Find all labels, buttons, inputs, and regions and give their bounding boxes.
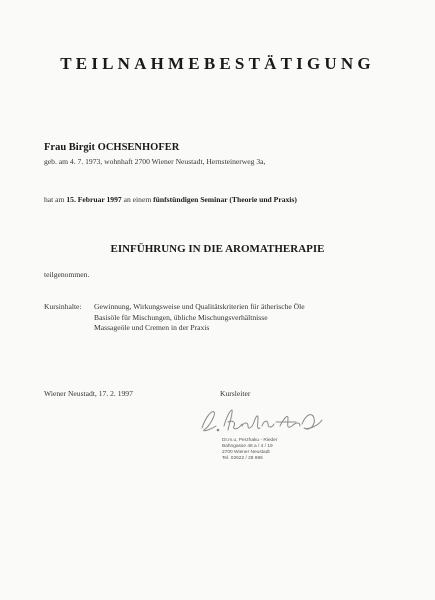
course-content-item: Basisöle für Mischungen, übliche Mischungsverhältnisse [94,312,268,322]
stamp-line: 2700 Wiener Neustadt [222,450,270,455]
stamp-line: Tel. 02622 / 28 986 [222,456,263,461]
seminar-line [44,195,297,204]
seminar-middle: an einem [123,195,152,204]
participant-name: Frau Birgit OCHSENHOFER [44,142,180,153]
participant-details: geb. am 4. 7. 1973, wohnhaft 2700 Wiener Neustadt, Hernsteinerweg 3a, [44,157,266,166]
seminar-date: 15. Februar 1997 [66,195,122,204]
participated-text: teilgenommen. [44,270,90,279]
seminar-type: fünfstündigen Seminar (Theorie und Praxis) [153,195,297,204]
course-content-list [94,302,305,334]
stamp [222,438,277,462]
page-title: TEILNAHMEBESTÄTIGUNG [60,54,375,73]
course-leader-label: Kursleiter [220,389,251,398]
seminar-prefix: hat am [44,195,65,204]
stamp-line: Dr.m.u. Perzhaku - Rieder [222,438,278,443]
signature-image [196,400,326,440]
course-content-item: Gewinnung, Wirkungsweise und Qualitätskriterien für ätherische Öle [94,302,305,311]
course-content-item: Massageöle und Cremen in der Praxis [94,323,210,332]
course-content-label: Kursinhalte: [44,302,82,311]
stamp-line: Bahngasse 48 a / 4 / 19 [222,444,273,449]
course-title: EINFÜHRUNG IN DIE AROMATHERAPIE [110,243,325,255]
place-date: Wiener Neustadt, 17. 2. 1997 [44,389,133,398]
